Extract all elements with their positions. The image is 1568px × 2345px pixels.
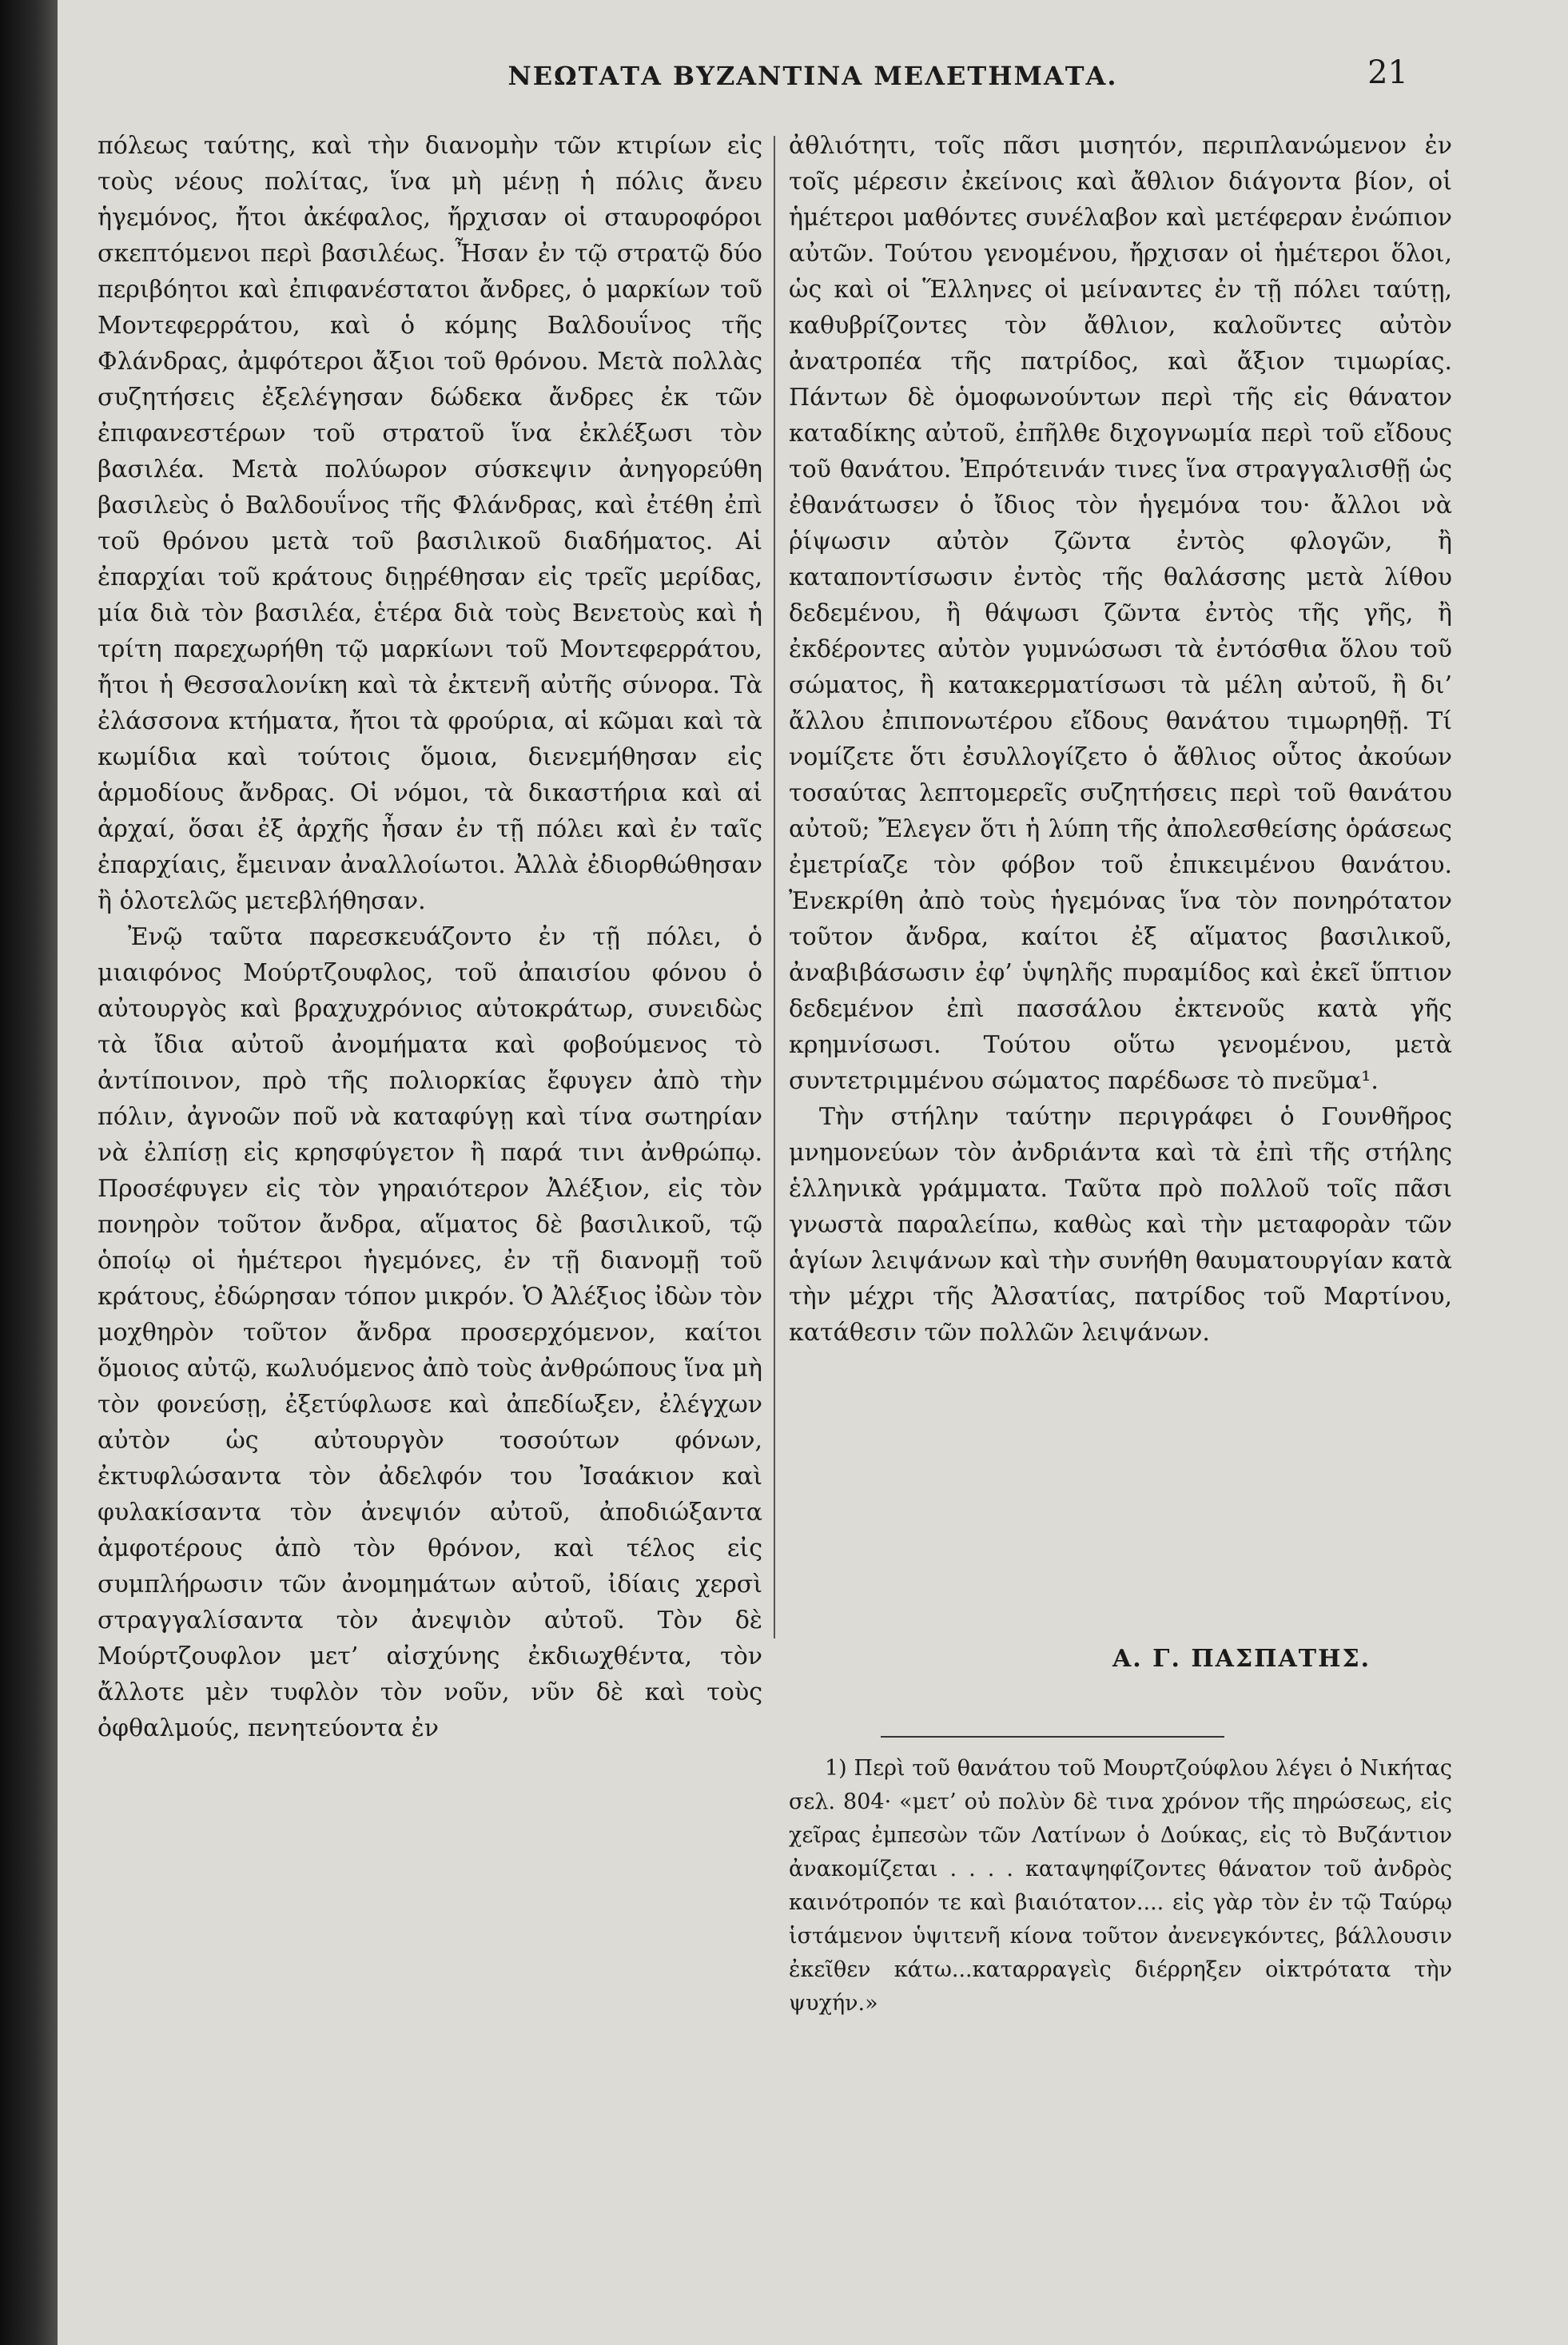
book-binding-shadow	[0, 0, 64, 2345]
author-signature: Α. Γ. ΠΑΣΠΑΤΗΣ.	[1112, 1645, 1371, 1673]
footnote-text: 1) Περὶ τοῦ θανάτου τοῦ Μουρτζούφλου λέγει ὁ Νικήτας σελ. 804· «μετ’ οὐ πολὺν δὲ τινα χρόνον τῆς πηρώσεως, εἰς χεῖρας ἐμπεσὼν τῶν Λατίνων ὁ Δούκας, εἰς τὸ Βυζάντιον ἀνακομίζεται . . . . καταψηφίζοντες θάνατον τοῦ ἀνδρὸς καινότροπόν τε καὶ βιαιότατον.... εἰς γὰρ τὸν ἐν τῷ Ταύρῳ ἱστάμενον ὑψιτενῆ κίονα τοῦτον ἀνενεγκόντες, βάλλουσιν ἐκεῖθεν κάτω...καταρραγεὶς διέρρηξεν οἰκτρότατα τὴν ψυχήν.»	[789, 1756, 1452, 2016]
page-header	[58, 50, 1568, 106]
running-title: ΝΕΩΤΑΤΑ ΒΥΖΑΝΤΙΝΑ ΜΕΛΕΤΗΜΑΤΑ.	[507, 61, 1118, 91]
paragraph: ἀθλιότητι, τοῖς πᾶσι μισητόν, περιπλανώμενον ἐν τοῖς μέρεσιν ἐκείνοις καὶ ἄθλιον διάγοντα βίον, οἱ ἡμέτεροι μαθόντες συνέλαβον καὶ μετέφεραν ἐνώπιον αὐτῶν. Τούτου γενομένου, ἤρχισαν οἱ ἡμέτεροι ὅλοι, ὡς καὶ οἱ Ἕλληνες οἱ μείναντες ἐν τῇ πόλει ταύτῃ, καθυβρίζοντες τὸν ἄθλιον, καλοῦντες αὐτὸν ἀνατροπέα τῆς πατρίδος, καὶ ἄξιον τιμωρίας. Πάντων δὲ ὁμοφωνούντων περὶ τῆς εἰς θάνατον καταδίκης αὐτοῦ, ἐπῆλθε διχογνωμία περὶ τοῦ εἴδους τοῦ θανάτου. Ἐπρότεινάν τινες ἵνα στραγγαλισθῇ ὡς ἐθανάτωσεν ὁ ἴδιος τὸν ἡγεμόνα του· ἄλλοι νὰ ῥίψωσιν αὐτὸν ζῶντα ἐντὸς φλογῶν, ἢ καταποντίσωσιν ἐντὸς τῆς θαλάσσης μετὰ λίθου δεδεμένου, ἢ θάψωσι ζῶντα ἐντὸς τῆς γῆς, ἢ ἐκδέροντες αὐτὸν γυμνώσωσι τὰ ἐντόσθια ὅλου τοῦ σώματος, ἢ κατακερματίσωσι τὰ μέλη αὐτοῦ, ἢ δι’ ἄλλου ἐπιπονωτέρου εἴδους θανάτου τιμωρηθῇ. Τί νομίζετε ὅτι ἐσυλλογίζετο ὁ ἄθλιος οὗτος ἀκούων τοσαύτας λεπτομερεῖς συζητήσεις περὶ τοῦ θανάτου αὐτοῦ; Ἔλεγεν ὅτι ἡ λύπη τῆς ἀπολεσθείσης ὁράσεως ἐμετρίαζε τὸν φόβον τοῦ ἐπικειμένου θανάτου. Ἐνεκρίθη ἀπὸ τοὺς ἡγεμόνας ἵνα τὸν πονηρότατον τοῦτον ἄνδρα, καίτοι ἐξ αἵματος βασιλικοῦ, ἀναβιβάσωσιν ἐφ’ ὑψηλῆς πυραμίδος καὶ ἐκεῖ ὕπτιον δεδεμένον ἐπὶ πασσάλου ἐκτενοῦς κατὰ γῆς κρημνίσωσι. Τούτου οὕτω γενομένου, μετὰ συντετριμμένου σώματος παρέδωσε τὸ πνεῦμα¹.	[789, 132, 1452, 1095]
paragraph: Τὴν στήλην ταύτην περιγράφει ὁ Γουνθῆρος μνημονεύων τὸν ἀνδριάντα καὶ τὰ ἐπὶ τῆς στήλης ἑλληνικὰ γράμματα. Ταῦτα πρὸ πολλοῦ τοῖς πᾶσι γνωστὰ παραλείπω, καθὼς καὶ τὴν μεταφορὰν τῶν ἁγίων λειψάνων καὶ τὴν συνήθη θαυματουργίαν κατὰ τὴν μέχρι τῆς Ἀλσατίας, πατρίδος τοῦ Μαρτίνου, κατάθεσιν τῶν πολλῶν λειψάνων.	[789, 1103, 1452, 1347]
column-divider	[774, 136, 775, 1638]
page-number: 21	[1367, 54, 1408, 91]
left-column	[98, 128, 762, 1746]
footnote-rule	[881, 1736, 1224, 1738]
paragraph: πόλεως ταύτης, καὶ τὴν διανομὴν τῶν κτιρίων εἰς τοὺς νέους πολίτας, ἵνα μὴ μένῃ ἡ πόλις ἄνευ ἡγεμόνος, ἤτοι ἀκέφαλος, ἤρχισαν οἱ σταυροφόροι σκεπτόμενοι περὶ βασιλέως. Ἦσαν ἐν τῷ στρατῷ δύο περιβόητοι καὶ ἐπιφανέστατοι ἄνδρες, ὁ μαρκίων τοῦ Μοντεφερράτου, καὶ ὁ κόμης Βαλδουΐνος τῆς Φλάνδρας, ἀμφότεροι ἄξιοι τοῦ θρόνου. Μετὰ πολλὰς συζητήσεις ἐξελέγησαν δώδεκα ἄνδρες ἐκ τῶν ἐπιφανεστέρων τοῦ στρατοῦ ἵνα ἐκλέξωσι τὸν βασιλέα. Μετὰ πολύωρον σύσκεψιν ἀνηγορεύθη βασιλεὺς ὁ Βαλδουΐνος τῆς Φλάνδρας, καὶ ἐτέθη ἐπὶ τοῦ θρόνου μετὰ τοῦ βασιλικοῦ διαδήματος. Αἱ ἐπαρχίαι τοῦ κράτους διῃρέθησαν εἰς τρεῖς μερίδας, μία διὰ τὸν βασιλέα, ἑτέρα διὰ τοὺς Βενετοὺς καὶ ἡ τρίτη παρεχωρήθη τῷ μαρκίωνι τοῦ Μοντεφερράτου, ἤτοι ἡ Θεσσαλονίκη καὶ τὰ ἐκτενῆ αὐτῆς σύνορα. Τὰ ἐλάσσονα κτήματα, ἤτοι τὰ φρούρια, αἱ κῶμαι καὶ τὰ κωμίδια καὶ τούτοις ὅμοια, διενεμήθησαν εἰς ἁρμοδίους ἄνδρας. Οἱ νόμοι, τὰ δικαστήρια καὶ αἱ ἀρχαί, ὅσαι ἐξ ἀρχῆς ἦσαν ἐν τῇ πόλει καὶ ἐν ταῖς ἐπαρχίαις, ἔμειναν ἀναλλοίωτοι. Ἀλλὰ ἐδιορθώθησαν ἢ ὁλοτελῶς μετεβλήθησαν.	[98, 132, 762, 915]
footnote	[789, 1752, 1452, 2021]
book-page	[58, 0, 1568, 2345]
right-column	[789, 128, 1452, 1351]
paragraph: Ἐνῷ ταῦτα παρεσκευάζοντο ἐν τῇ πόλει, ὁ μιαιφόνος Μούρτζουφλος, τοῦ ἀπαισίου φόνου ὁ αὐτουργὸς καὶ βραχυχρόνιος αὐτοκράτωρ, συνειδὼς τὰ ἴδια αὐτοῦ ἀνομήματα καὶ φοβούμενος τὸ ἀντίποινον, πρὸ τῆς πολιορκίας ἔφυγεν ἀπὸ τὴν πόλιν, ἀγνοῶν ποῦ νὰ καταφύγῃ καὶ τίνα σωτηρίαν νὰ ἐλπίσῃ εἰς κρησφύγετον ἢ παρά τινι ἀνθρώπῳ. Προσέφυγεν εἰς τὸν γηραιότερον Ἀλέξιον, εἰς τὸν πονηρὸν τοῦτον ἄνδρα, αἵματος δὲ βασιλικοῦ, τῷ ὁποίῳ οἱ ἡμέτεροι ἡγεμόνες, ἐν τῇ διανομῇ τοῦ κράτους, ἐδώρησαν τόπον μικρόν. Ὁ Ἀλέξιος ἰδὼν τὸν μοχθηρὸν τοῦτον ἄνδρα προσερχόμενον, καίτοι ὅμοιος αὐτῷ, κωλυόμενος ἀπὸ τοὺς ἀνθρώπους ἵνα μὴ τὸν φονεύσῃ, ἐξετύφλωσε καὶ ἀπεδίωξεν, ἐλέγχων αὐτὸν ὡς αὐτουργὸν τοσούτων φόνων, ἐκτυφλώσαντα τὸν ἀδελφόν του Ἰσαάκιον καὶ φυλακίσαντα τὸν ἀνεψιόν αὐτοῦ, ἀποδιώξαντα ἀμφοτέρους ἀπὸ τὸν θρόνον, καὶ τέλος εἰς συμπλήρωσιν τῶν ἀνομημάτων αὐτοῦ, ἰδίαις χερσὶ στραγγαλίσαντα τὸν ἀνεψιὸν αὐτοῦ. Τὸν δὲ Μούρτζουφλον μετ’ αἰσχύνης ἐκδιωχθέντα, τὸν ἄλλοτε μὲν τυφλὸν τὸν νοῦν, νῦν δὲ καὶ τοὺς ὀφθαλμούς, πενητεύοντα ἐν	[98, 923, 762, 1742]
